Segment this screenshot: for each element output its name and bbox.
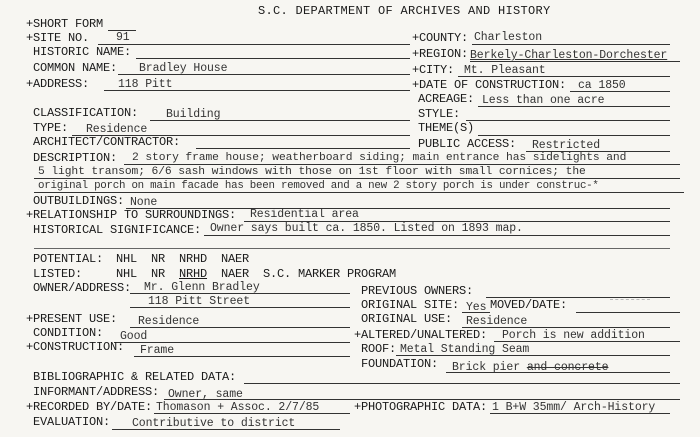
original-site-value: Yes (466, 301, 487, 314)
original-site-label: ORIGINAL SITE: (361, 298, 460, 312)
description-rule-1 (124, 164, 680, 165)
common-name-value: Bradley House (139, 62, 228, 75)
description-line-1: 2 story frame house; weatherboard siding; main entrance has sidelights and (132, 152, 627, 164)
description-rule-3 (34, 192, 684, 193)
photographic-value: 1 B+W 35mm/ Arch-History (492, 401, 656, 414)
roof-label: ROOF: (361, 342, 397, 356)
informant-value: Owner, same (168, 388, 243, 401)
owner-field-2[interactable] (130, 307, 350, 308)
bibliographic-field[interactable] (244, 383, 680, 384)
roof-field[interactable] (396, 355, 670, 356)
historic-name-label: HISTORIC NAME: (33, 45, 132, 59)
altered-value: Porch is new addition (502, 329, 645, 342)
relationship-value: Residential area (250, 208, 359, 221)
type-value: Residence (86, 123, 148, 136)
section-divider (34, 248, 670, 249)
construction-label: +CONSTRUCTION: (26, 340, 125, 354)
condition-field[interactable] (114, 342, 350, 343)
foundation-value-struck: and concrete (526, 361, 609, 374)
listed-options-post: NAER S.C. MARKER PROGRAM (207, 267, 397, 281)
listed-label: LISTED: (33, 267, 83, 281)
foundation-value-main: Brick pier (452, 361, 521, 374)
form-title: S.C. DEPARTMENT OF ARCHIVES AND HISTORY (258, 4, 551, 18)
city-label: +CITY: (412, 63, 455, 77)
altered-field[interactable] (494, 341, 680, 342)
condition-value: Good (120, 330, 148, 343)
listed-options[interactable] (116, 268, 396, 281)
previous-owners-label: PREVIOUS OWNERS: (361, 284, 474, 298)
region-field[interactable] (470, 61, 680, 62)
city-field[interactable] (458, 76, 670, 77)
site-no-field[interactable] (98, 44, 410, 45)
description-rule-2 (34, 178, 680, 179)
original-use-value: Residence (466, 315, 528, 328)
evaluation-field[interactable] (112, 429, 340, 430)
common-name-field[interactable] (118, 74, 410, 75)
county-value: Charleston (474, 31, 543, 44)
present-use-label: +PRESENT USE: (26, 312, 118, 326)
date-of-construction-label: +DATE OF CONSTRUCTION: (412, 78, 567, 92)
foundation-label: FOUNDATION: (361, 357, 439, 371)
common-name-label: COMMON NAME: (33, 61, 118, 75)
outbuildings-label: OUTBUILDINGS: (33, 194, 125, 208)
foundation-field[interactable] (446, 372, 670, 373)
evaluation-value: Contributive to district (132, 417, 296, 430)
recorded-value: Thomason + Assoc. 2/7/85 (156, 401, 320, 414)
theme-label: THEME(S) (418, 121, 475, 135)
style-field[interactable] (466, 120, 670, 121)
recorded-label: +RECORDED BY/DATE: (26, 400, 153, 414)
informant-label: INFORMANT/ADDRESS: (33, 385, 160, 399)
moved-date-label: MOVED/DATE: (490, 298, 568, 312)
style-label: STYLE: (418, 107, 461, 121)
moved-date-field[interactable] (576, 312, 680, 313)
significance-field[interactable] (204, 235, 670, 236)
owner-label: OWNER/ADDRESS: (33, 281, 132, 295)
present-use-field[interactable] (130, 327, 350, 328)
photographic-field[interactable] (490, 413, 670, 414)
architect-field[interactable] (196, 148, 410, 149)
description-line-2: 5 light transom; 6/6 sash windows with those on 1st floor with small cornices; the (38, 166, 586, 178)
region-value: Berkely-Charleston-Dorchester (470, 49, 668, 62)
classification-field[interactable] (150, 120, 410, 121)
description-label: DESCRIPTION: (33, 151, 118, 165)
address-label: +ADDRESS: (26, 77, 90, 91)
condition-label: CONDITION: (33, 326, 104, 340)
potential-label: POTENTIAL: (33, 252, 104, 266)
original-use-label: ORIGINAL USE: (361, 312, 453, 326)
evaluation-label: EVALUATION: (33, 415, 111, 429)
roof-value: Metal Standing Seam (400, 343, 530, 356)
original-use-field[interactable] (462, 327, 670, 328)
description-line-3: original porch on main facade has been removed and a new 2 story porch is under construc-* (38, 180, 599, 192)
acreage-label: ACREAGE: (418, 92, 475, 106)
public-access-value: Restricted (532, 139, 601, 152)
listed-option-selected[interactable]: NRHD (179, 267, 208, 281)
potential-options[interactable]: NHL NR NRHD NAER (116, 252, 250, 266)
significance-value: Owner says built ca. 1850. Listed on 1893 map. (210, 222, 523, 235)
listed-options-pre: NHL NR (116, 267, 180, 281)
classification-label: CLASSIFICATION: (33, 106, 139, 120)
county-label: +COUNTY: (412, 31, 469, 45)
date-of-construction-field[interactable] (570, 91, 670, 92)
address-value: 118 Pitt (118, 78, 173, 91)
scan-smudge (610, 299, 650, 300)
recorded-field[interactable] (154, 413, 350, 414)
region-label: +REGION: (412, 47, 469, 61)
site-no-value: 91 (116, 31, 130, 44)
theme-field[interactable] (478, 135, 670, 136)
owner-field-1[interactable] (130, 293, 350, 294)
county-field[interactable] (472, 44, 670, 45)
present-use-value: Residence (138, 315, 200, 328)
bibliographic-label: BIBLIOGRAPHIC & RELATED DATA: (33, 370, 237, 384)
short-form-label: +SHORT FORM (26, 17, 104, 31)
historic-name-field[interactable] (136, 58, 410, 59)
site-no-label: +SITE NO. (26, 31, 90, 45)
type-label: TYPE: (33, 121, 69, 135)
classification-value: Building (166, 108, 221, 121)
relationship-label: +RELATIONSHIP TO SURROUNDINGS: (26, 208, 237, 222)
photographic-label: +PHOTOGRAPHIC DATA: (354, 400, 488, 414)
outbuildings-value: None (130, 196, 158, 209)
owner-street: 118 Pitt Street (148, 295, 251, 308)
public-access-label: PUBLIC ACCESS: (418, 137, 517, 151)
significance-label: HISTORICAL SIGNIFICANCE: (33, 223, 202, 237)
construction-field[interactable] (134, 356, 350, 357)
owner-name: Mr. Glenn Bradley (144, 281, 260, 294)
architect-label: ARCHITECT/CONTRACTOR: (33, 135, 181, 149)
original-site-field[interactable] (462, 312, 490, 313)
address-field[interactable] (104, 90, 410, 91)
city-value: Mt. Pleasant (464, 64, 546, 77)
acreage-value: Less than one acre (482, 94, 605, 107)
date-of-construction-value: ca 1850 (578, 79, 626, 92)
altered-label: +ALTERED/UNALTERED: (354, 328, 488, 342)
construction-value: Frame (140, 344, 175, 357)
acreage-field[interactable] (478, 106, 670, 107)
